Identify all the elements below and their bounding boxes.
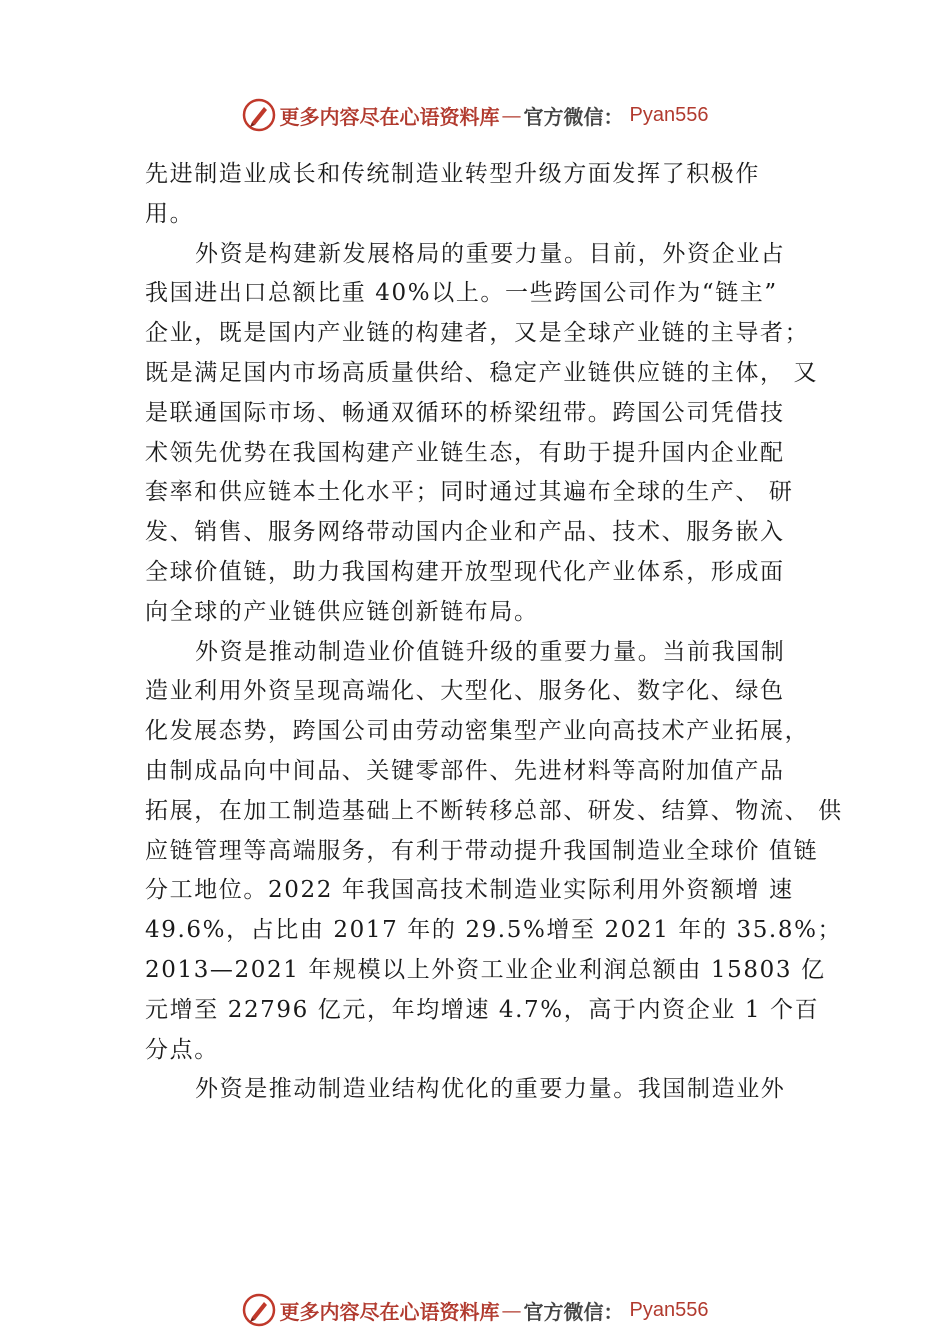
text-line: 造业利用外资呈现高端化、大型化、服务化、数字化、绿色	[145, 678, 785, 705]
text-line: 是联通国际市场、畅通双循环的桥梁纽带。跨国公司凭借技	[145, 399, 785, 426]
text-line: 应链管理等高端服务，有利于带动提升我国制造业全球价 值链	[145, 837, 819, 864]
text-line: 发、销售、服务网络带动国内企业和产品、技术、服务嵌入	[145, 519, 785, 546]
pen-logo-icon	[242, 98, 276, 132]
text-line: 既是满足国内市场高质量供给、稳定产业链供应链的主体， 又	[145, 359, 819, 386]
text-line: 企业，既是国内产业链的构建者，又是全球产业链的主导者；	[145, 320, 810, 347]
banner-wechat-id: Pyan556	[629, 1298, 709, 1321]
banner-wechat-id: Pyan556	[629, 103, 709, 126]
text-line: 2013—2021 年规模以上外资工业企业利润总额由 15803 亿	[145, 956, 826, 983]
text-line: 外资是推动制造业价值链升级的重要力量。当前我国制	[195, 638, 786, 665]
banner-title: 更多内容尽在心语资料库	[279, 104, 500, 129]
banner-dash: —	[501, 103, 522, 127]
text-line: 先进制造业成长和传统制造业转型升级方面发挥了积极作	[145, 161, 760, 187]
pen-logo-icon	[242, 1293, 276, 1327]
text-line: 拓展，在加工制造基础上不断转移总部、研发、结算、物流、 供	[145, 797, 843, 824]
text-line: 我国进出口总额比重 40%以上。一些跨国公司作为“链主”	[145, 280, 778, 307]
banner-title: 更多内容尽在心语资料库	[279, 1299, 500, 1324]
text-line: 套率和供应链本土化水平；同时通过其遍布全球的生产、 研	[145, 479, 794, 506]
text-line: 分点。	[145, 1036, 219, 1063]
text-line: 术领先优势在我国构建产业链生态，有助于提升国内企业配	[145, 439, 785, 466]
banner-wechat-label: 官方微信：	[523, 1299, 624, 1324]
text-line: 分工地位。2022 年我国高技术制造业实际利用外资额增 速	[145, 877, 794, 904]
text-line: 全球价值链，助力我国构建开放型现代化产业体系，形成面	[145, 558, 785, 585]
document-body	[145, 155, 843, 1110]
text-line: 元增至 22796 亿元，年均增速 4.7%，高于内资企业 1 个百	[145, 996, 820, 1023]
header-watermark-banner	[0, 95, 950, 135]
text-line: 外资是构建新发展格局的重要力量。目前，外资企业占	[195, 240, 786, 267]
banner-wechat-label: 官方微信：	[523, 104, 624, 129]
text-line: 由制成品向中间品、关键零部件、先进材料等高附加值产品	[145, 757, 785, 784]
banner-dash: —	[501, 1298, 522, 1322]
footer-watermark-banner	[0, 1290, 950, 1330]
text-line: 外资是推动制造业结构优化的重要力量。我国制造业外	[195, 1076, 786, 1103]
text-line: 向全球的产业链供应链创新链布局。	[145, 598, 539, 625]
text-line: 用。	[145, 200, 195, 227]
text-line: 化发展态势，跨国公司由劳动密集型产业向高技术产业拓展，	[145, 718, 810, 745]
text-line: 49.6%，占比由 2017 年的 29.5%增至 2021 年的 35.8%；	[145, 917, 843, 944]
